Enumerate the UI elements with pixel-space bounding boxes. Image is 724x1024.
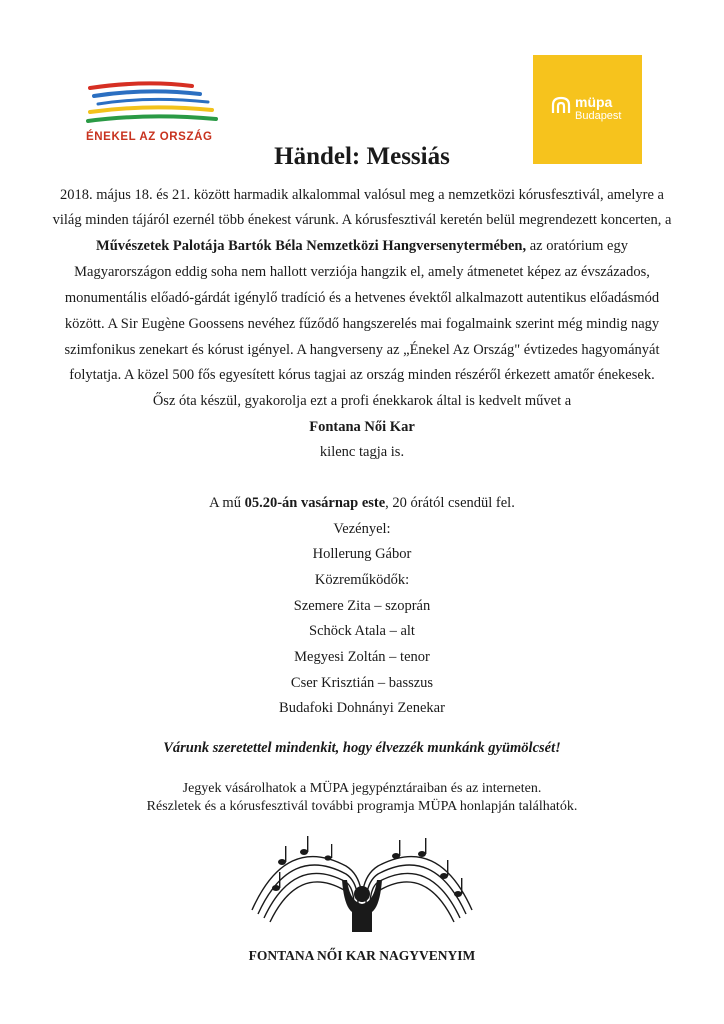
invitation-line: Várunk szeretettel mindenkit, hogy élvezzék munkánk gyümölcsét! bbox=[163, 740, 561, 756]
intro-line-5: monumentális előadó-gárdát igénylő tradíció és a hetvenes évektől alkalmazott autentikus előadásmód bbox=[64, 290, 660, 306]
tickets-line-2: Részletek és a kórusfesztivál további programja MÜPA honlapján találhatók. bbox=[146, 799, 578, 814]
performer-line: Schöck Atala – alt bbox=[309, 623, 415, 639]
schedule-line bbox=[0, 490, 724, 516]
choir-name: Fontana Női Kar bbox=[309, 419, 415, 435]
mupa-city: Budapest bbox=[575, 110, 622, 122]
intro-line-4: Magyarországon eddig soha nem hallott verziója hangzik el, amely átmenetet képez az évszázados, bbox=[74, 264, 650, 280]
intro-line-3 bbox=[0, 233, 724, 259]
intro-line-7: szimfonikus zenekart és kórust igényel. A hangverseny az „Énekel Az Ország" évtizedes hagyományát bbox=[64, 342, 660, 358]
enekel-az-orszag-logo bbox=[84, 78, 220, 150]
intro-line-2: világ minden tájáról ezernél több énekest várunk. A kórusfesztivál keretén belül megrendezett koncerten, a bbox=[52, 212, 672, 228]
tickets-line-1: Jegyek vásárolhatok a MÜPA jegypénztáraiban és az interneten. bbox=[182, 781, 542, 796]
performer-line: Megyesi Zoltán – tenor bbox=[294, 649, 430, 665]
performer-line: Vezényel: bbox=[333, 521, 391, 537]
enekel-logo-text: ÉNEKEL AZ ORSZÁG bbox=[86, 131, 213, 143]
intro-line-8: folytatja. A közel 500 fős egyesített kórus tagjai az ország minden részéről érkezett amatőr énekesek. bbox=[69, 367, 655, 383]
intro-line-9: Ősz óta készül, gyakorolja ezt a profi énekkarok által is kedvelt művet a bbox=[152, 393, 572, 409]
schedule-date: 05.20-án vasárnap este bbox=[244, 495, 386, 511]
schedule-prefix: A mű bbox=[209, 495, 245, 511]
performer-line: Szemere Zita – szoprán bbox=[293, 598, 431, 614]
schedule-suffix: , 20 órától csendül fel. bbox=[385, 495, 515, 511]
performer-line: Cser Krisztián – basszus bbox=[290, 675, 434, 691]
footer-choir-name: FONTANA NŐI KAR NAGYVENYIM bbox=[248, 948, 476, 963]
intro-line-11: kilenc tagja is. bbox=[319, 444, 405, 460]
choir-emblem-icon bbox=[246, 832, 478, 936]
intro-line-1: 2018. május 18. és 21. között harmadik alkalommal valósul meg a nemzetközi kórusfesztivál, amelyre a bbox=[60, 187, 664, 203]
intro-line-3-rest: az oratórium egy bbox=[526, 238, 628, 254]
colored-stripes-icon bbox=[84, 78, 220, 126]
performer-line: Budafoki Dohnányi Zenekar bbox=[279, 700, 445, 716]
page-title: Händel: Messiás bbox=[274, 143, 450, 170]
intro-line-6: között. A Sir Eugène Goossens nevéhez fűződő hangszerelés mai fogalmaink szerint még mindig nagy bbox=[64, 316, 660, 332]
mupa-mark-icon bbox=[551, 95, 571, 115]
venue-name: Művészetek Palotája Bartók Béla Nemzetközi Hangversenytermében, bbox=[96, 238, 527, 254]
mupa-name: müpa bbox=[575, 94, 613, 110]
performer-line: Hollerung Gábor bbox=[312, 546, 412, 562]
performer-line: Közreműködők: bbox=[314, 572, 410, 588]
